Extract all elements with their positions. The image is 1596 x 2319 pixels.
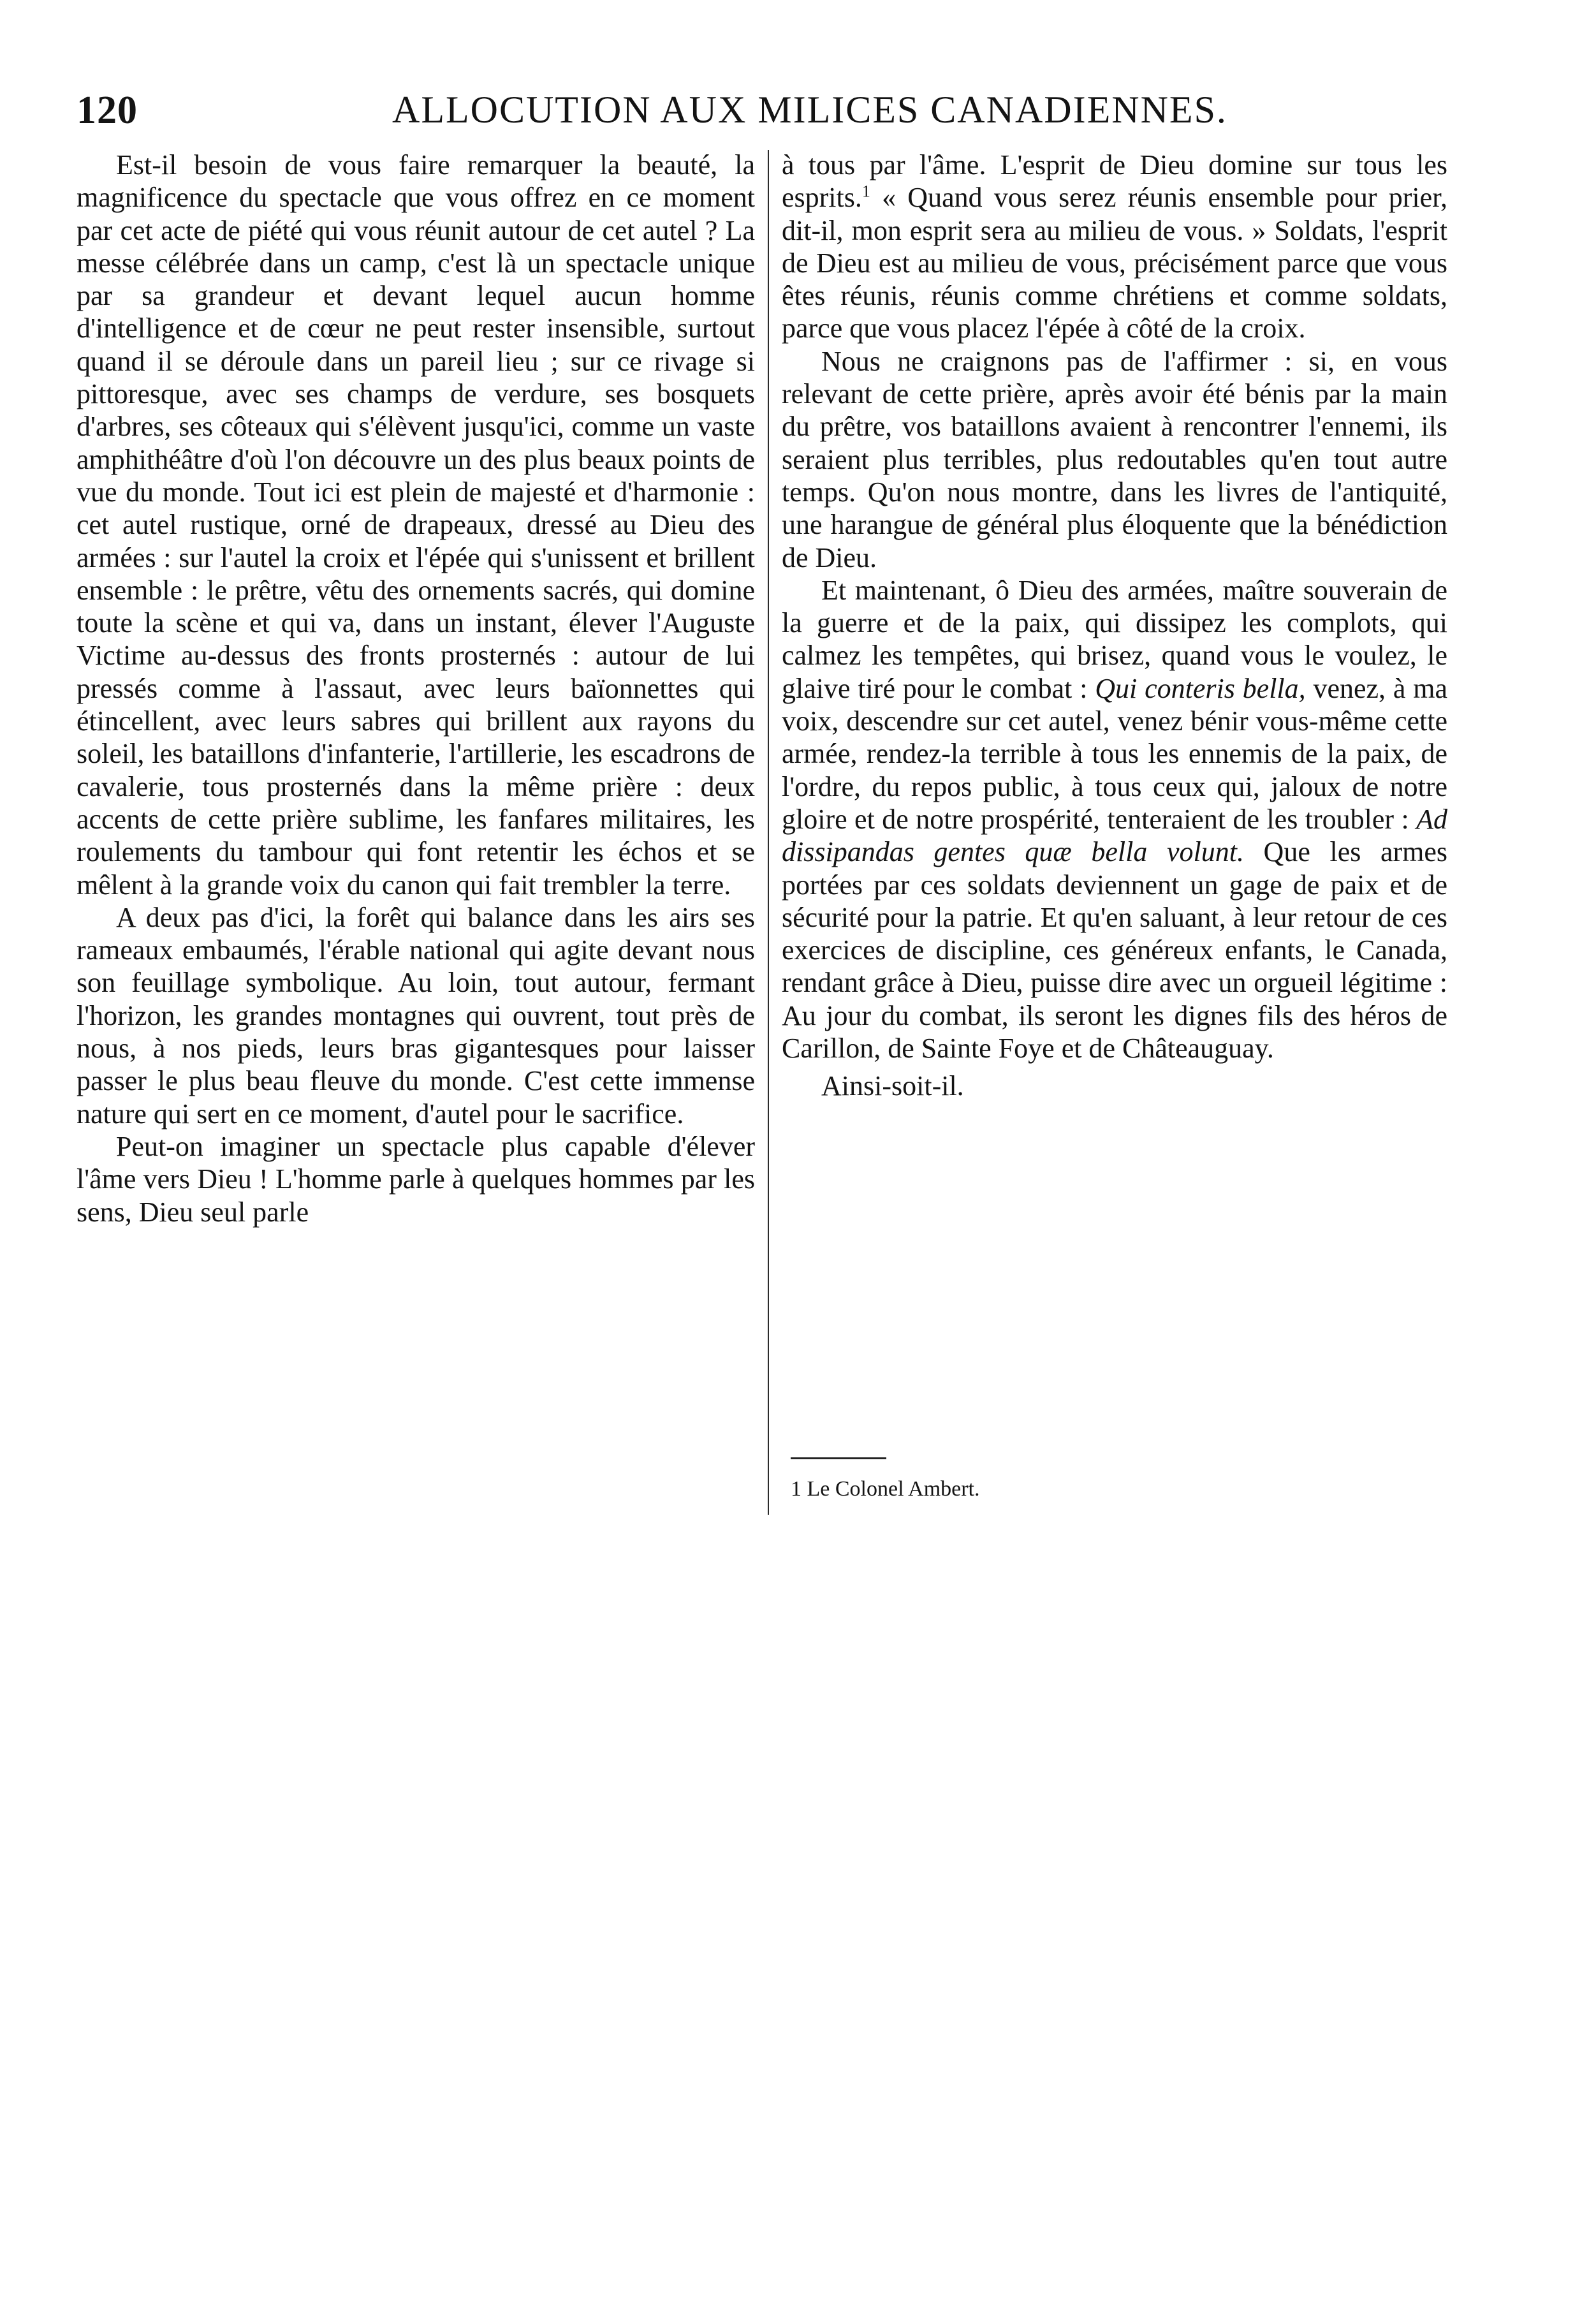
closing-amen: Ainsi-soit-il. [821,1070,964,1102]
right-paragraph-1-text-b: « Quand vous serez réunis ensemble pour prier, dit-il, mon esprit sera au milieu de vous. » Soldats, l'esprit de Dieu est au milieu de vous, précisément parce que vous êtes réunis, réunis comme chrétiens et comme soldats, parce que vous placez l'épée à côté de la croix. [782,182,1447,344]
footnote-rule [791,1457,886,1459]
right-paragraph-3-text-a: Et maintenant, ô Dieu des armées, maître souverain de la guerre et de la paix, qui dissipez les complots, qui calmez les tempêtes, qui brisez, quand vous le voulez, le glaive tiré pour le combat : [782,574,1447,704]
latin-quote-2: Ad dissipandas gentes quæ bella volunt. [782,803,1447,868]
left-paragraph-2: A deux pas d'ici, la forêt qui balance dans les airs ses rameaux embaumés, l'érable national qui agite devant nous son feuillage symbolique. Au loin, tout autour, fermant l'horizon, les grandes montagnes qui ouvrent, tout près de nous, à nos pieds, leurs bras gigantesques pour laisser passer le plus beau fleuve du monde. C'est cette immense nature qui sert en ce moment, d'autel pour le sacrifice. [77,901,755,1130]
left-column [77,149,755,1228]
footnote-marker: 1 [861,182,870,201]
right-paragraph-3-text-b: venez, à ma voix, descendre sur cet autel, venez bénir vous-même cette armée, rendez-la terrible à tous les ennemis de la paix, de l'ordre, du repos public, à tous ceux qui, jaloux de notre gloire et de notre prospérité, tenteraient de les troubler : [782,672,1447,835]
page-number: 120 [77,89,138,132]
running-head-title: ALLOCUTION AUX MILICES CANADIENNES. [392,89,1227,131]
left-paragraph-1: Est-il besoin de vous faire remarquer la beauté, la magnificence du spectacle que vous offrez en ce moment par cet acte de piété qui vous réunit autour de cet autel ? La messe célébrée dans un camp, c'est là un spectacle unique par sa grandeur et devant lequel aucun homme d'intelligence et de cœur ne peut rester insensible, surtout quand il se déroule dans un pareil lieu ; sur ce rivage si pittoresque, avec ses champs de verdure, ses bosquets d'arbres, ses côteaux qui s'élèvent jusqu'ici, comme un vaste amphithéâtre d'où l'on découvre un des plus beaux points de vue du monde. Tout ici est plein de majesté et d'harmonie : cet autel rustique, orné de drapeaux, dressé au Dieu des armées : sur l'autel la croix et l'épée qui s'unissent et brillent ensemble : le prêtre, vêtu des ornements sacrés, qui domine toute la scène et qui va, dans un instant, élever l'Auguste Victime au-dessus des fronts prosternés : autour de lui pressés comme à l'assaut, avec leurs baïonnettes qui étincellent, avec leurs sabres qui brillent aux rayons du soleil, les bataillons d'infanterie, l'artillerie, les escadrons de cavalerie, tous prosternés dans la même prière : deux accents de cette prière sublime, les fanfares militaires, les roulements du tambour qui font retentir les échos et se mêlent à la grande voix du canon qui fait trembler la terre. [77,149,755,901]
right-paragraph-2: Nous ne craignons pas de l'affirmer : si, en vous relevant de cette prière, après avoir été bénis par la main du prêtre, vos bataillons avaient à rencontrer l'ennemi, ils seraient plus terribles, plus redoutables qu'en tout autre temps. Qu'on nous montre, dans les livres de l'antiquité, une harangue de général plus éloquente que la bénédiction de Dieu. [782,345,1447,573]
right-paragraph-3 [782,574,1447,1064]
right-column [782,149,1447,1103]
latin-quote-1: Qui conteris bella, [1095,672,1306,704]
right-paragraph-1 [782,149,1447,345]
footnote: 1 Le Colonel Ambert. [791,1477,980,1501]
left-paragraph-3: Peut-on imaginer un spectacle plus capable d'élever l'âme vers Dieu ! L'homme parle à quelques hommes par les sens, Dieu seul parle [77,1130,755,1228]
running-header [77,88,1447,139]
column-divider [768,150,769,1515]
right-paragraph-3-text-c: Que les armes portées par ces soldats deviennent un gage de paix et de sécurité pour la patrie. Et qu'en saluant, à leur retour de ces exercices de discipline, ces généreux enfants, le Canada, rendant grâce à Dieu, puisse dire avec un orgueil légitime : Au jour du combat, ils seront les dignes fils des héros de Carillon, de Sainte Foye et de Châteauguay. [782,836,1448,1064]
right-paragraph-1-text-a: à tous par l'âme. L'esprit de Dieu domine sur tous les esprits. [782,149,1447,214]
